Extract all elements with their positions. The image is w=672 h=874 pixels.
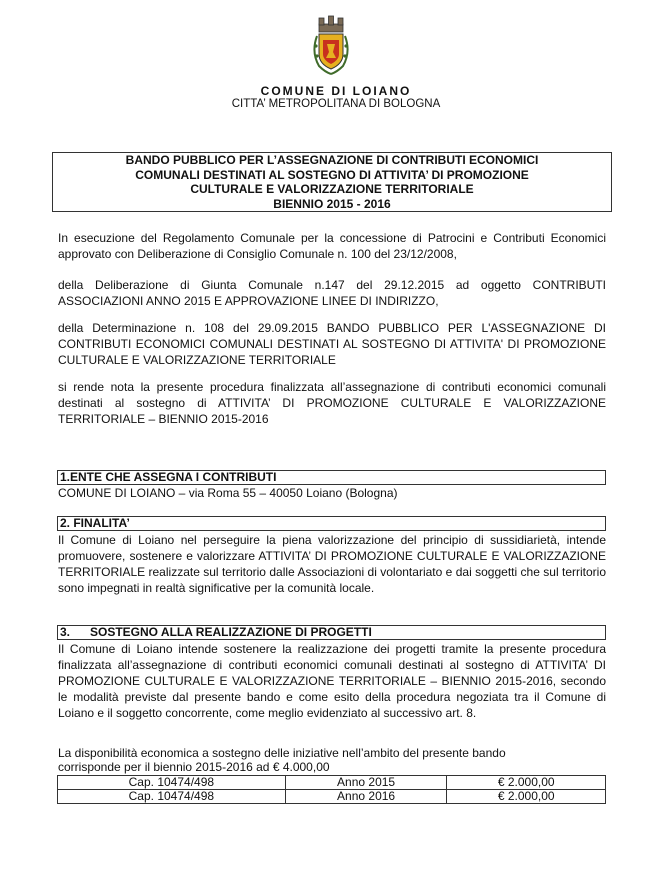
anno-cell: Anno 2015 [285, 776, 447, 790]
section-3-body: Il Comune di Loiano intende sostenere la realizzazione dei progetti tramite la presente procedura finalizzata all’assegnazione di contributi economici comunali destinati al sostegno di ATTIVITA’ DI PROMOZIONE CULTURALE E VALORIZZAZIONE TERRITORIALE – BIENNIO 2015-2016, secondo le modalità previste dal presente bando e come esito della procedura negoziata tra il Comune di Loiano e il soggetto concorrente, come meglio evidenziato al successivo art. 8. [58, 642, 606, 720]
table-row [58, 790, 606, 804]
availability-text: corrisponde per il biennio 2015-2016 ad € 4.000,00 [58, 760, 330, 774]
bando-title-line: BIENNIO 2015 - 2016 [273, 196, 391, 211]
coat-of-arms-icon [311, 14, 351, 78]
citta-metropolitana-subtitle: CITTA’ METROPOLITANA DI BOLOGNA [231, 98, 441, 110]
section-3-title: SOSTEGNO ALLA REALIZZAZIONE DI PROGETTI [90, 625, 372, 639]
section-2-heading: 2. FINALITA’ [57, 516, 606, 531]
section-3-number: 3. [60, 625, 71, 639]
table-row [58, 776, 606, 790]
bando-title-line: CULTURALE E VALORIZZAZIONE TERRITORIALE [190, 182, 474, 196]
intro-paragraph: della Determinazione n. 108 del 29.09.2015 BANDO PUBBLICO PER L'ASSEGNAZIONE DI CONTRIBUTI ECONOMICI COMUNALI DESTINATI AL SOSTEGNO DI ATTIVITA' DI PROMOZIONE CULTURALE E VALORIZZAZIONE TERRITORIALE [58, 321, 606, 367]
anno-cell: Anno 2016 [285, 790, 447, 804]
bando-title-line: BANDO PUBBLICO PER L’ASSEGNAZIONE DI CONTRIBUTI ECONOMICI [125, 153, 539, 167]
intro-paragraph: si rende nota la presente procedura finalizzata all’assegnazione di contributi economici comunali destinati al sostegno di ATTIVITA’ DI PROMOZIONE CULTURALE E VALORIZZAZIONE TERRITORIALE – BIENNIO 2015-2016 [58, 380, 606, 426]
funds-table [57, 775, 606, 804]
section-1-body: COMUNE DI LOIANO – via Roma 55 – 40050 Loiano (Bologna) [58, 486, 398, 500]
importo-cell: € 2.000,00 [447, 790, 606, 804]
section-3-heading [57, 625, 606, 640]
availability-text: La disponibilità economica a sostegno delle iniziative nell’ambito del presente bando [58, 746, 506, 760]
cap-cell: Cap. 10474/498 [58, 790, 286, 804]
comune-title: COMUNE DI LOIANO [260, 84, 412, 98]
cap-cell: Cap. 10474/498 [58, 776, 286, 790]
intro-paragraph: della Deliberazione di Giunta Comunale n.147 del 29.12.2015 ad oggetto CONTRIBUTI ASSOCIAZIONI ANNO 2015 E APPROVAZIONE LINEE DI INDIRIZZO, [58, 278, 606, 308]
intro-paragraph: In esecuzione del Regolamento Comunale per la concessione di Patrocini e Contributi Economici approvato con Deliberazione di Consiglio Comunale n. 100 del 23/12/2008, [58, 231, 606, 261]
bando-title-line: COMUNALI DESTINATI AL SOSTEGNO DI ATTIVITA’ DI PROMOZIONE [135, 167, 529, 182]
section-2-body: Il Comune di Loiano nel perseguire la piena valorizzazione del principio di sussidiarietà, intende promuovere, sostenere e valorizzare ATTIVITA’ DI PROMOZIONE CULTURALE E VALORIZZAZIONE TERRITORIALE realizzate sul territorio dalle Associazioni di volontariato e dai soggetti che sul territorio sono impegnati in realtà significative per la comunità locale. [58, 533, 606, 595]
section-1-heading: 1.ENTE CHE ASSEGNA I CONTRIBUTI [57, 470, 606, 485]
importo-cell: € 2.000,00 [447, 776, 606, 790]
bando-title-box [52, 152, 612, 212]
